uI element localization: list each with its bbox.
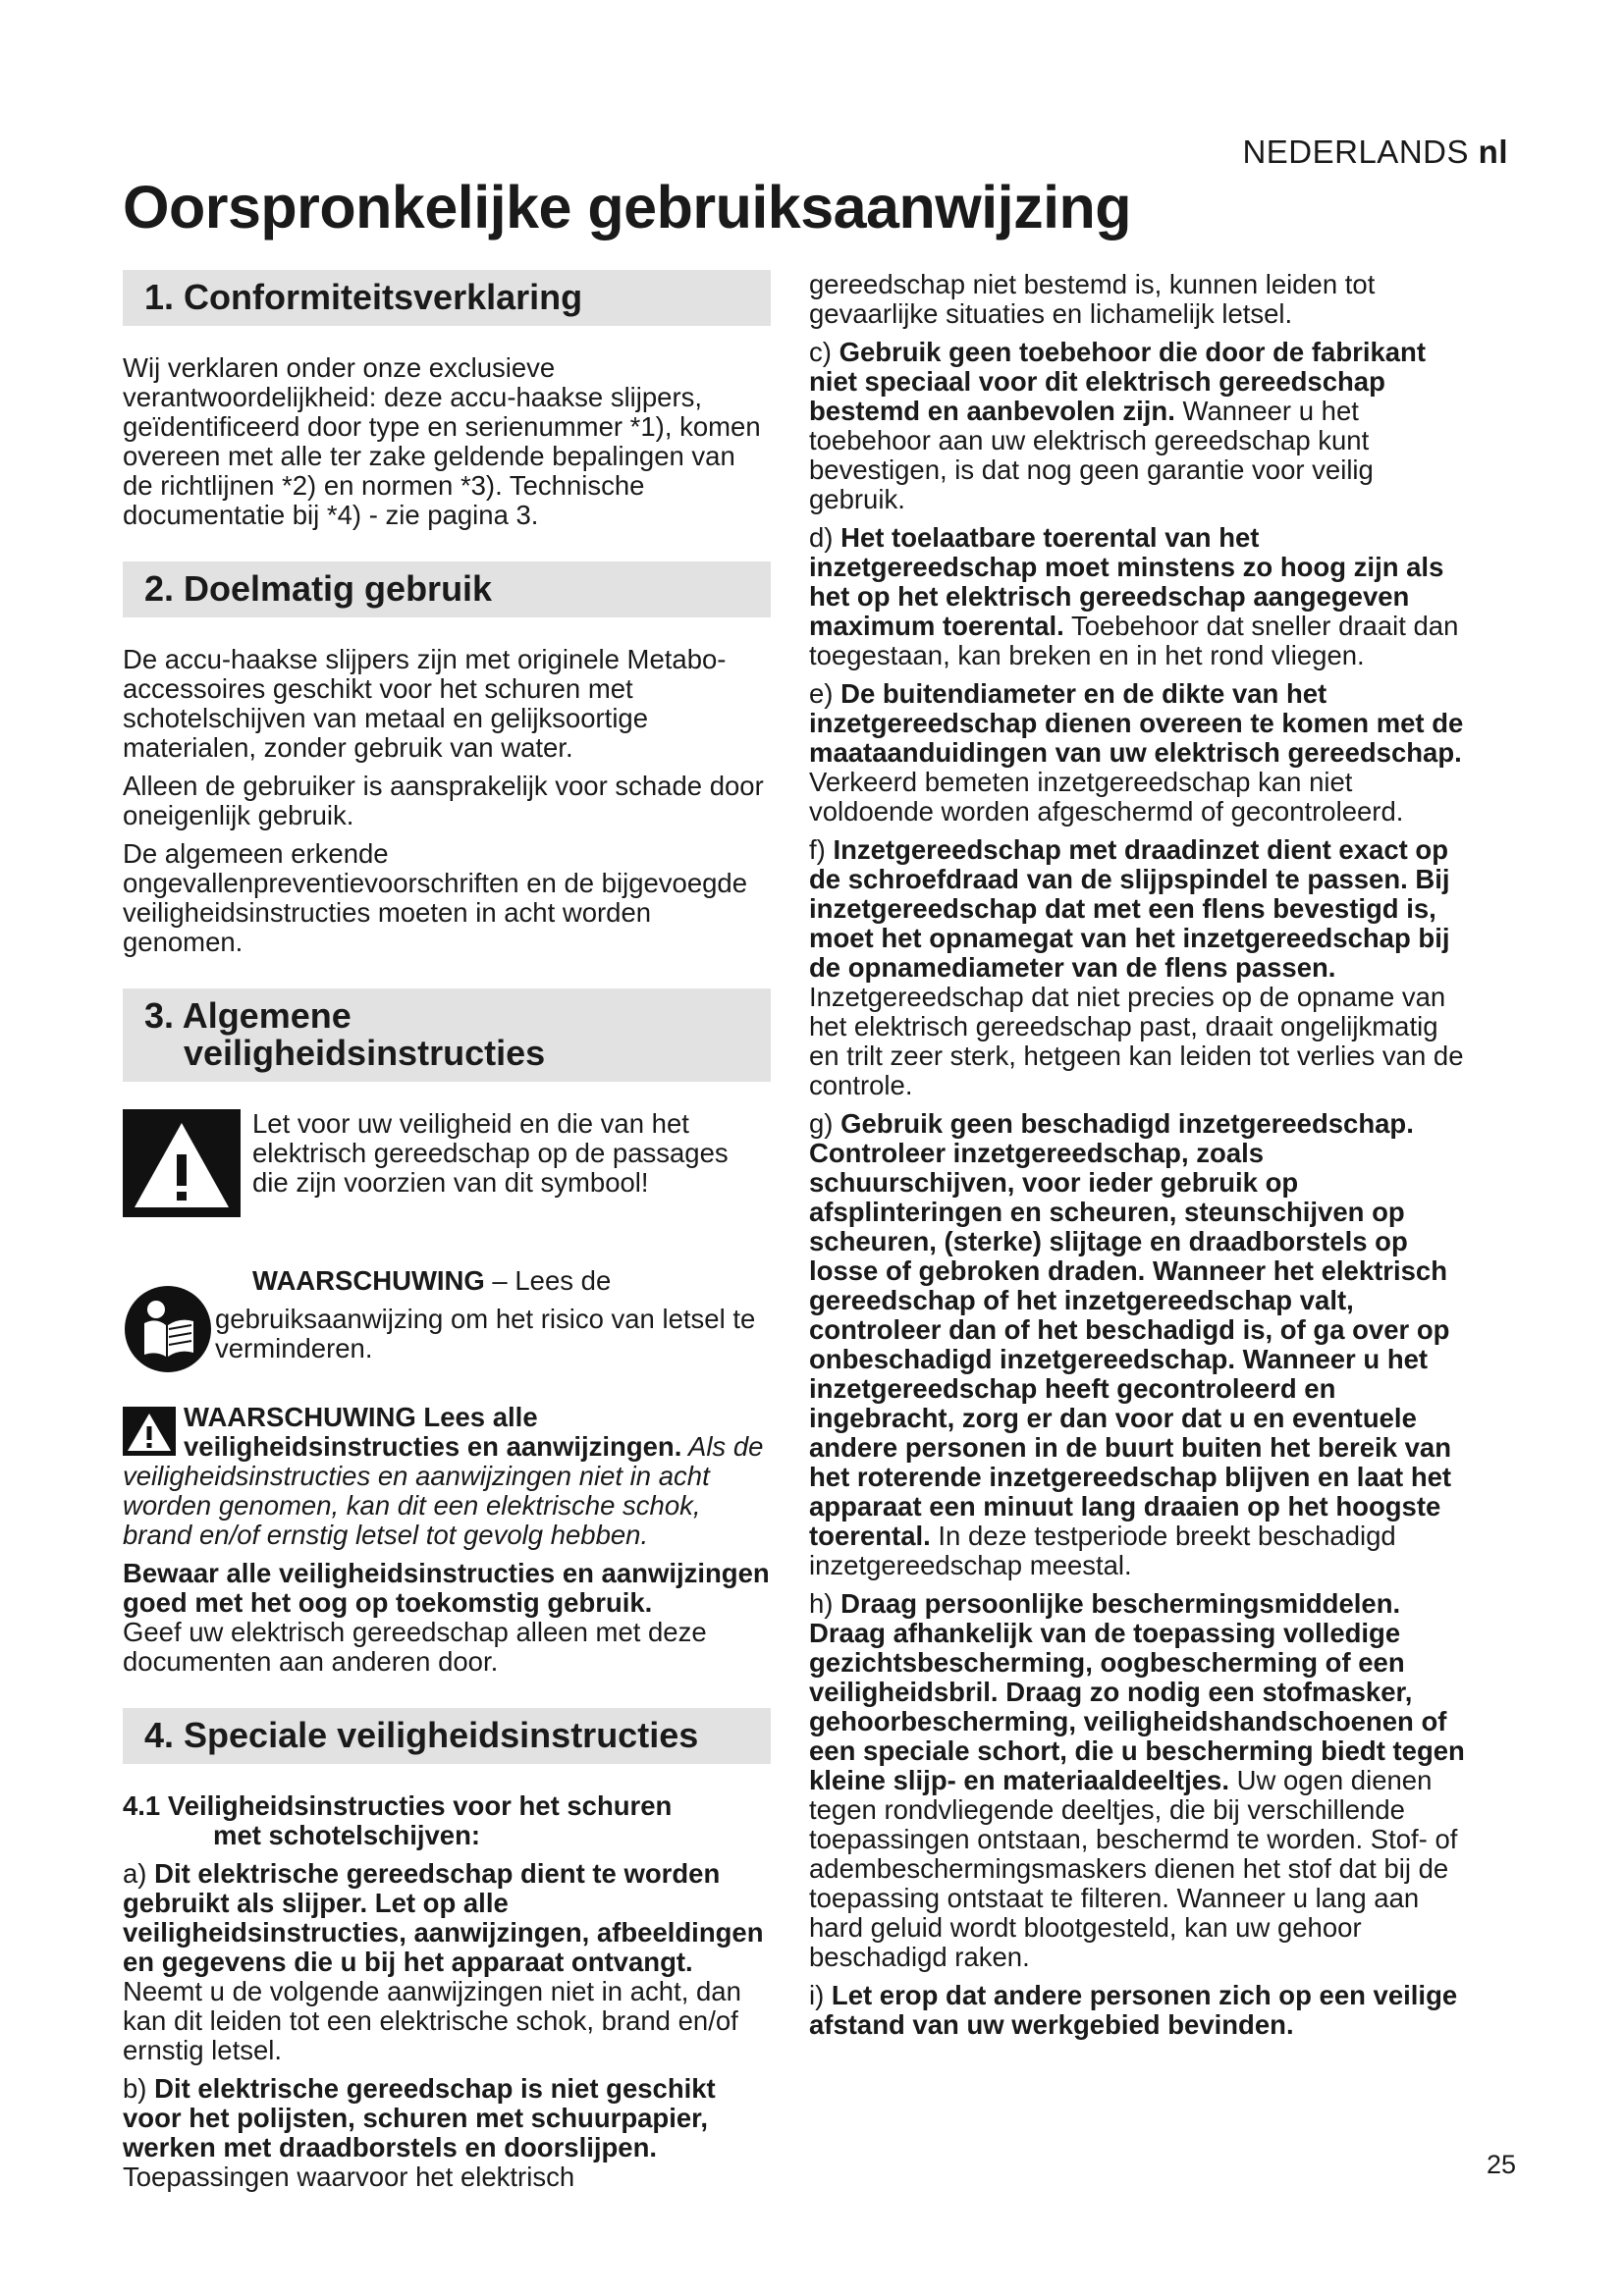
- intended-use-text-2: Alleen de gebruiker is aansprakelijk voor schade door oneigenlijk gebruik.: [123, 771, 764, 830]
- instruction-e: e) De buitendiameter en de dikte van het inzetgereedschap dienen overeen te komen met de maataanduidingen van uw elektrisch gereedschap. Verkeerd bemeten inzetgereedschap kan niet voldoende worden afgeschermd of gecontroleerd.: [809, 678, 1464, 827]
- keep-instructions-text: Geef uw elektrisch gereedschap alleen met deze documenten aan anderen door.: [123, 1617, 707, 1677]
- instruction-h: h) Draag persoonlijke beschermingsmiddelen. Draag afhankelijk van de toepassing volledige gezichtsbescherming, oogbescherming of een veiligheidsbril. Draag zo nodig een stofmasker, gehoorbescherming, veiligheidshandschoenen of een speciale schort, die u bescherming biedt tegen kleine slijp- en materiaaldeeltjes. Uw ogen dienen tegen rondvliegende deeltjes, die bij verschillende toepassingen ontstaan, beschermd te worden. Stof- of adembeschermingsmaskers dienen het stof dat bij de toepassing ontstaat te filteren. Wanneer u lang aan hard geluid wordt blootgesteld, kan uw gehoor beschadigd raken.: [809, 1588, 1465, 1972]
- symbol-notice: [123, 1109, 771, 1256]
- intended-use-text-3: De algemeen erkende ongevallenpreventievoorschriften en de bijgevoegde veiligheidsinstructies moeten in acht worden genomen.: [123, 838, 748, 957]
- instruction-g: g) Gebruik geen beschadigd inzetgereedschap. Controleer inzetgereedschap, zoals schuurschijven, voor ieder gebruik op afsplinteringen en scheuren, steunschijven op scheuren, (sterke) slijtage en draadborstels op losse of gebroken draden. Wanneer het elektrisch gereedschap of het inzetgereedschap valt, controleer dan of het beschadigd is, of ga over op onbeschadigd inzetgereedschap. Wanneer u het inzetgereedschap heeft gecontroleerd en ingebracht, zorg er dan voor dat u en eventuele andere personen in de buurt buiten het bereik van het roterende inzetgereedschap blijven en laat het apparaat een minuut lang draaien op het hoogste toerental. In deze testperiode breekt beschadigd inzetgereedschap meestal.: [809, 1108, 1452, 1580]
- symbol-notice-text: Let voor uw veiligheid en die van het elektrisch gereedschap op de passages die zijn voorzien van dit symbool!: [252, 1108, 729, 1198]
- section-heading-1: 1. Conformiteitsverklaring: [123, 270, 771, 326]
- instruction-b: b) Dit elektrische gereedschap is niet geschikt voor het polijsten, schuren met schuurpapier, werken met draadborstels en doorslijpen. Toepassingen waarvoor het elektrisch: [123, 2073, 716, 2192]
- keep-instructions-bold: Bewaar alle veiligheidsinstructies en aanwijzingen goed met het oog op toekomstig gebruik.: [123, 1558, 770, 1618]
- section-heading-2: 2. Doelmatig gebruik: [123, 561, 771, 617]
- language-label: NEDERLANDS nl: [1242, 133, 1508, 170]
- read-manual-text-rest: gebruiksaanwijzing om het risico van letsel te verminderen.: [215, 1304, 756, 1363]
- general-warning-text: WAARSCHUWING Lees alle veiligheidsinstructies en aanwijzingen. Als de veiligheidsinstructies en aanwijzingen niet in acht worden genomen, kan dit een elektrische schok, brand en/of ernstig letsel tot gevolg hebben.: [123, 1402, 764, 1550]
- instruction-b-continued: gereedschap niet bestemd is, kunnen leiden tot gevaarlijke situaties en lichamelijk letsel.: [809, 269, 1376, 329]
- page-number: 25: [1487, 2150, 1517, 2179]
- section-heading-3: [123, 988, 771, 1082]
- read-manual-icon: [123, 1284, 213, 1374]
- left-column: [123, 270, 771, 2201]
- page-title: Oorspronkelijke gebruiksaanwijzing: [123, 174, 1132, 240]
- subsection-heading-4-1: 4.1 Veiligheidsinstructies voor het schuren met schotelschijven:: [123, 1790, 673, 1850]
- instruction-f: f) Inzetgereedschap met draadinzet dient exact op de schroefdraad van de slijpspindel te passen. Bij inzetgereedschap dat met een flens bevestigd is, moet het opnamegat van het inzetgereedschap bij de opnamediameter van de flens passen. Inzetgereedschap dat niet precies op de opname van het elektrisch gereedschap past, draait ongelijkmatig en trilt zeer sterk, hetgeen kan leiden tot verlies van de controle.: [809, 834, 1464, 1100]
- instruction-i: i) Let erop dat andere personen zich op een veilige afstand van uw werkgebied bevinden.: [809, 1980, 1458, 2040]
- instruction-c: c) Gebruik geen toebehoor die door de fabrikant niet speciaal voor dit elektrisch gereedschap bestemd en aanbevolen zijn. Wanneer u het toebehoor aan uw elektrisch gereedschap kunt bevestigen, is dat nog geen garantie voor veilig gebruik.: [809, 337, 1427, 514]
- intended-use-text-1: De accu-haakse slijpers zijn met originele Metabo-accessoires geschikt voor het schuren met schotelschijven van metaal en gelijksoortige materialen, zonder gebruik van water.: [123, 644, 727, 763]
- section-heading-3-line1: 3. Algemene: [144, 995, 352, 1036]
- warning-triangle-small-icon: [123, 1407, 176, 1456]
- instruction-a: a) Dit elektrische gereedschap dient te worden gebruikt als slijper. Let op alle veiligheidsinstructies, aanwijzingen, afbeeldingen en gegevens die u bij het apparaat ontvangt. Neemt u de volgende aanwijzingen niet in acht, dan kan dit leiden tot een elektrische schok, brand en/of ernstig letsel.: [123, 1858, 764, 2065]
- warning-triangle-icon: [123, 1109, 241, 1217]
- instruction-d: d) Het toelaatbare toerental van het inzetgereedschap moet minstens zo hoog zijn als het op het elektrisch gereedschap aangegeven maximum toerental. Toebehoor dat sneller draait dan toegestaan, kan breken en in het rond vliegen.: [809, 522, 1459, 670]
- section-heading-4: 4. Speciale veiligheidsinstructies: [123, 1708, 771, 1764]
- read-manual-text-line1: WAARSCHUWING – Lees de: [252, 1265, 612, 1296]
- read-manual-notice: [123, 1266, 771, 1363]
- right-column: [809, 270, 1467, 2049]
- section-heading-3-line2: veiligheidsinstructies: [184, 1033, 546, 1073]
- conformity-text: Wij verklaren onder onze exclusieve verantwoordelijkheid: deze accu-haakse slijpers, geïdentificeerd door type en serienummer *1), komen overeen met alle ter zake geldende bepalingen van de richtlijnen *2) en normen *3). Technische documentatie bij *4) - zie pagina 3.: [123, 352, 761, 530]
